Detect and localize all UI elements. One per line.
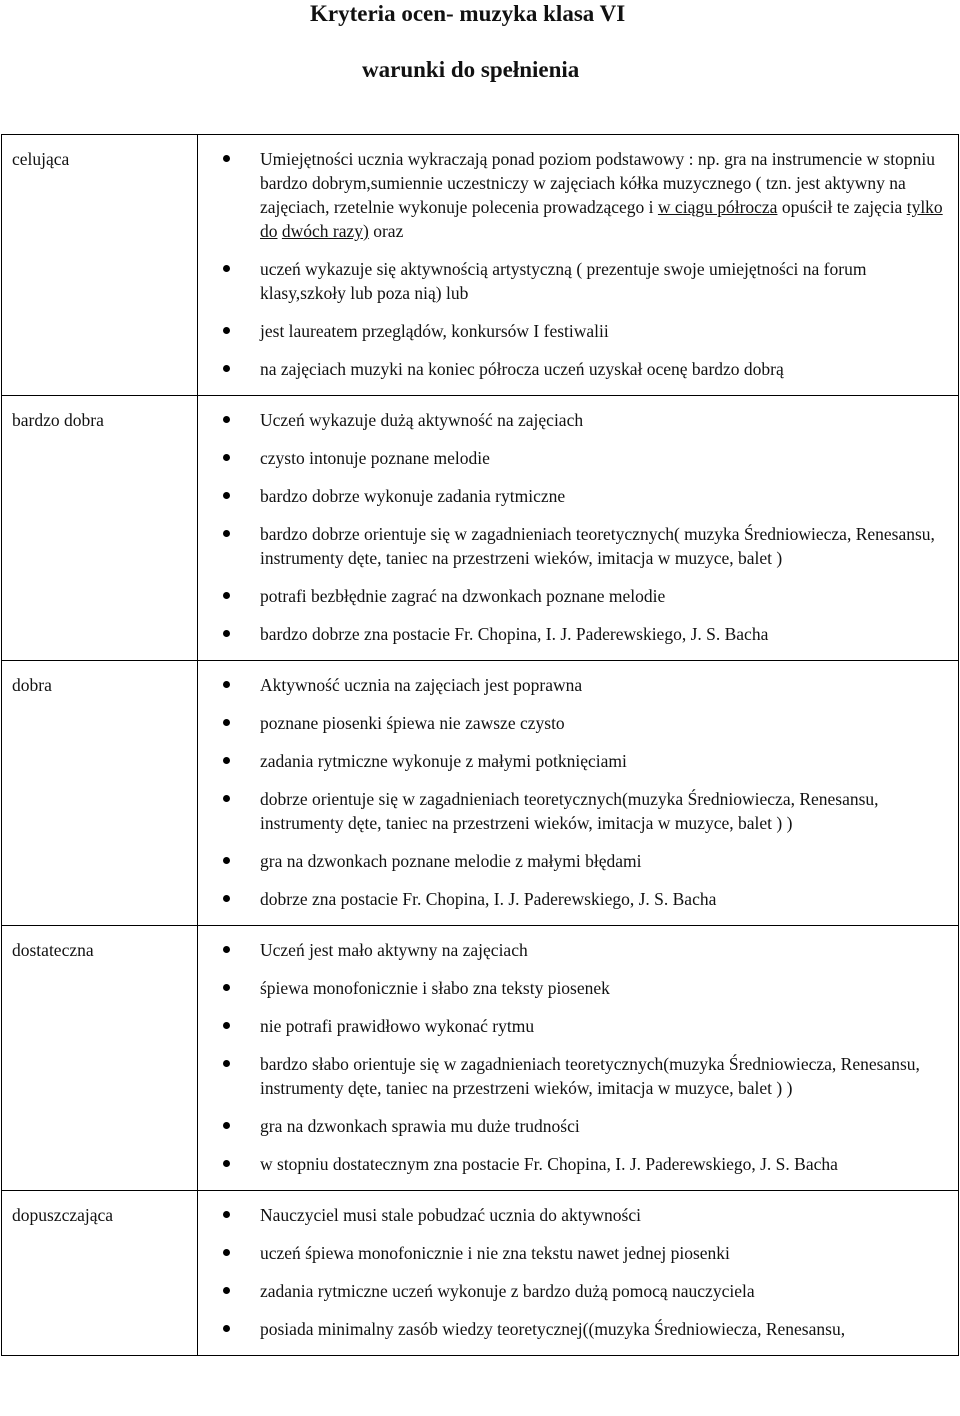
criteria-item: posiada minimalny zasób wiedzy teoretycznej((muzyka Średniowiecza, Renesansu, — [198, 1317, 950, 1341]
grade-row — [2, 396, 959, 661]
criteria-item: jest laureatem przeglądów, konkursów I festiwalii — [198, 319, 950, 343]
grade-criteria — [198, 661, 959, 926]
criteria-list — [198, 673, 950, 911]
criteria-item: poznane piosenki śpiewa nie zawsze czysto — [198, 711, 950, 735]
criteria-item: nie potrafi prawidłowo wykonać rytmu — [198, 1014, 950, 1038]
criteria-item: dobrze zna postacie Fr. Chopina, I. J. Paderewskiego, J. S. Bacha — [198, 887, 950, 911]
grade-name: dostateczna — [2, 926, 198, 1191]
grade-name: dopuszczająca — [2, 1191, 198, 1356]
criteria-item: zadania rytmiczne uczeń wykonuje z bardzo dużą pomocą nauczyciela — [198, 1279, 950, 1303]
criteria-item: gra na dzwonkach sprawia mu duże trudności — [198, 1114, 950, 1138]
grade-criteria — [198, 135, 959, 396]
criteria-item: Uczeń wykazuje dużą aktywność na zajęciach — [198, 408, 950, 432]
criteria-item: czysto intonuje poznane melodie — [198, 446, 950, 470]
document-title: Kryteria ocen- muzyka klasa VI — [310, 1, 626, 26]
grade-name: bardzo dobra — [2, 396, 198, 661]
criteria-item: bardzo dobrze orientuje się w zagadnieniach teoretycznych( muzyka Średniowiecza, Renesansu, instrumenty dęte, taniec na przestrzeni wieków, imitacja w muzyce, balet ) — [198, 522, 950, 570]
grade-criteria — [198, 926, 959, 1191]
criteria-item: Uczeń jest mało aktywny na zajęciach — [198, 938, 950, 962]
criteria-item: Umiejętności ucznia wykraczają ponad poziom podstawowy : np. gra na instrumencie w stopniu bardzo dobrym,sumiennie uczestniczy w zajęciach kółka muzycznego ( tzn. jest aktywny na zajęciach, rzetelnie wykonuje polecenia prowadzącego i w ciągu półrocza opuścił te zajęcia tylko do dwóch razy) oraz — [198, 147, 950, 243]
grade-name: dobra — [2, 661, 198, 926]
criteria-item: bardzo słabo orientuje się w zagadnieniach teoretycznych(muzyka Średniowiecza, Renesansu, instrumenty dęte, taniec na przestrzeni wieków, imitacja w muzyce, balet ) ) — [198, 1052, 950, 1100]
grade-row — [2, 1191, 959, 1356]
criteria-item: zadania rytmiczne wykonuje z małymi potknięciami — [198, 749, 950, 773]
criteria-item: na zajęciach muzyki na koniec półrocza uczeń uzyskał ocenę bardzo dobrą — [198, 357, 950, 381]
grade-row — [2, 926, 959, 1191]
criteria-item: Nauczyciel musi stale pobudzać ucznia do aktywności — [198, 1203, 950, 1227]
criteria-item: uczeń wykazuje się aktywnością artystyczną ( prezentuje swoje umiejętności na forum klasy,szkoły lub poza nią) lub — [198, 257, 950, 305]
criteria-item: gra na dzwonkach poznane melodie z małymi błędami — [198, 849, 950, 873]
grade-row — [2, 661, 959, 926]
grade-criteria — [198, 396, 959, 661]
criteria-item: Aktywność ucznia na zajęciach jest poprawna — [198, 673, 950, 697]
criteria-item: bardzo dobrze wykonuje zadania rytmiczne — [198, 484, 950, 508]
document-subtitle: warunki do spełnienia — [362, 57, 580, 82]
criteria-list — [198, 1203, 950, 1341]
grade-criteria — [198, 1191, 959, 1356]
grade-name: celująca — [2, 135, 198, 396]
criteria-item: bardzo dobrze zna postacie Fr. Chopina, I. J. Paderewskiego, J. S. Bacha — [198, 622, 950, 646]
criteria-item: dobrze orientuje się w zagadnieniach teoretycznych(muzyka Średniowiecza, Renesansu, instrumenty dęte, taniec na przestrzeni wieków, imitacja w muzyce, balet ) ) — [198, 787, 950, 835]
criteria-item: śpiewa monofonicznie i słabo zna teksty piosenek — [198, 976, 950, 1000]
criteria-item: potrafi bezbłędnie zagrać na dzwonkach poznane melodie — [198, 584, 950, 608]
grade-row — [2, 135, 959, 396]
criteria-list — [198, 147, 950, 381]
criteria-list — [198, 408, 950, 646]
criteria-item: uczeń śpiewa monofonicznie i nie zna tekstu nawet jednej piosenki — [198, 1241, 950, 1265]
criteria-table — [1, 134, 959, 1356]
criteria-item: w stopniu dostatecznym zna postacie Fr. Chopina, I. J. Paderewskiego, J. S. Bacha — [198, 1152, 950, 1176]
criteria-list — [198, 938, 950, 1176]
